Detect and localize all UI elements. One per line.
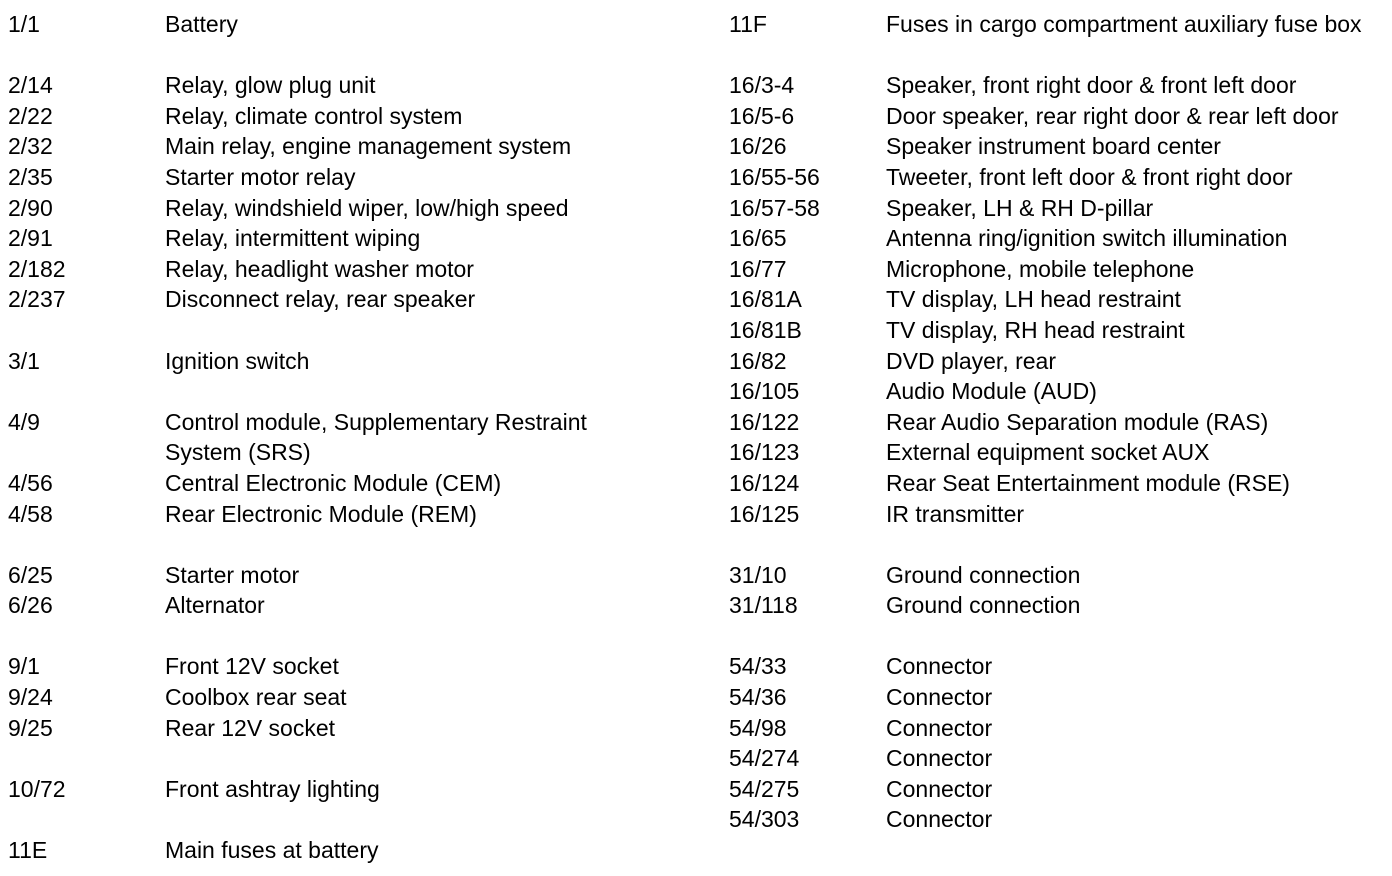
component-code: 2/14 [8,72,53,99]
component-row [729,376,1389,407]
component-row [729,193,1389,224]
component-description: Alternator [165,592,265,619]
component-code: 2/237 [8,286,66,313]
component-row [8,162,708,193]
component-description: Speaker, LH & RH D-pillar [886,194,1154,221]
component-code: 16/81A [729,286,802,313]
component-row [8,101,708,132]
component-code: 2/91 [8,225,53,252]
component-code: 16/26 [729,133,787,160]
component-description: Speaker, front right door & front left door [886,72,1297,99]
component-row [8,468,708,499]
component-row [729,254,1389,285]
component-code: 16/65 [729,225,787,252]
component-row [729,162,1389,193]
component-code: 16/122 [729,408,800,435]
component-code: 4/9 [8,408,40,435]
component-row [729,743,1389,774]
component-row [729,804,1389,835]
component-description: Main fuses at battery [165,837,379,864]
component-description: Connector [886,745,993,772]
component-description: Tweeter, front left door & front right door [886,163,1293,190]
component-code: 11F [729,11,767,37]
component-code: 31/10 [729,561,787,588]
component-code: 2/22 [8,102,53,129]
spacer-row [8,804,708,835]
component-description: Audio Module (AUD) [886,378,1097,405]
component-code: 16/55-56 [729,163,820,190]
component-description: Relay, glow plug unit [165,72,376,99]
component-row [8,131,708,162]
component-code: 16/82 [729,347,787,374]
component-code: 16/3-4 [729,72,795,99]
component-row [729,437,1389,468]
component-row [729,70,1389,101]
right-column [729,9,1389,835]
component-code: 2/35 [8,163,53,190]
component-description: Connector [886,684,993,711]
component-description: Rear Seat Entertainment module (RSE) [886,469,1290,496]
component-row [729,315,1389,346]
component-description: TV display, RH head restraint [886,316,1185,343]
spacer-row [8,743,708,774]
component-description: Relay, climate control system [165,102,463,129]
component-row [8,682,708,713]
component-description: Main relay, engine management system [165,133,572,160]
component-row [8,774,708,805]
component-code: 4/58 [8,500,53,527]
component-description: Ignition switch [165,347,310,374]
component-description: Relay, headlight washer motor [165,255,474,282]
spacer-row [8,376,708,407]
component-code: 16/77 [729,255,787,282]
component-code: 54/275 [729,775,800,802]
component-description: Central Electronic Module (CEM) [165,469,502,496]
component-description: Starter motor relay [165,163,356,190]
component-code: 16/123 [729,439,800,466]
component-row [8,284,708,315]
component-code: 54/33 [729,653,787,680]
component-description: Front ashtray lighting [165,775,380,802]
component-code: 16/81B [729,316,802,343]
component-row [729,713,1389,744]
component-description: Speaker instrument board center [886,133,1221,160]
component-row [729,560,1389,591]
component-row [729,101,1389,132]
component-code: 6/25 [8,561,53,588]
component-row [729,651,1389,682]
component-code: 2/90 [8,194,53,221]
spacer-row [8,315,708,346]
component-description: Control module, Supplementary Restraint System (SRS) [165,408,587,466]
component-row [8,713,708,744]
component-code: 16/5-6 [729,102,795,129]
component-description: Antenna ring/ignition switch illumination [886,225,1288,252]
component-description: Fuses in cargo compartment auxiliary fuse box [886,11,1362,37]
component-row [729,9,1389,40]
component-row [8,590,708,621]
component-description: Relay, intermittent wiping [165,225,421,252]
component-description: DVD player, rear [886,347,1057,374]
component-description: Door speaker, rear right door & rear left door [886,102,1339,129]
component-description: External equipment socket AUX [886,439,1210,466]
component-description: Connector [886,714,993,741]
component-description: Rear Audio Separation module (RAS) [886,408,1269,435]
spacer-row [729,621,1389,652]
component-row [729,346,1389,377]
spacer-row [8,621,708,652]
component-row [729,284,1389,315]
component-code: 9/25 [8,714,53,741]
spacer-row [729,40,1389,71]
component-description: Connector [886,653,993,680]
component-row [729,468,1389,499]
component-code: 54/303 [729,806,800,833]
component-description: IR transmitter [886,500,1025,527]
component-code: 2/32 [8,133,53,160]
component-row [8,499,708,530]
component-code: 11E [8,837,48,864]
component-row [8,223,708,254]
component-row [729,774,1389,805]
spacer-row [729,529,1389,560]
component-row [8,346,708,377]
component-code: 10/72 [8,775,66,802]
component-code: 16/125 [729,500,800,527]
component-code: 54/274 [729,745,800,772]
component-row [729,131,1389,162]
spacer-row [8,40,708,71]
component-code: 16/57-58 [729,194,820,221]
component-code: 16/105 [729,378,800,405]
component-row [729,682,1389,713]
component-row [729,590,1389,621]
component-code: 3/1 [8,347,40,374]
component-description: Coolbox rear seat [165,684,347,711]
component-description: Microphone, mobile telephone [886,255,1195,282]
component-row [729,407,1389,438]
left-column [8,9,708,866]
spacer-row [8,529,708,560]
component-description: Relay, windshield wiper, low/high speed [165,194,569,221]
component-row [8,193,708,224]
component-description: Battery [165,11,238,37]
component-description: Connector [886,806,993,833]
component-row [8,651,708,682]
component-row [729,223,1389,254]
component-description: Starter motor [165,561,300,588]
component-description: Connector [886,775,993,802]
component-code: 16/124 [729,469,800,496]
component-code: 31/118 [729,592,798,619]
component-description: Ground connection [886,592,1081,619]
component-description: TV display, LH head restraint [886,286,1181,313]
component-description: Ground connection [886,561,1081,588]
component-code: 54/98 [729,714,787,741]
component-code: 2/182 [8,255,66,282]
component-code: 54/36 [729,684,787,711]
component-description: Front 12V socket [165,653,339,680]
component-description: Rear Electronic Module (REM) [165,500,477,527]
component-row [8,9,708,40]
component-row [8,70,708,101]
component-code: 1/1 [8,11,40,37]
component-row [8,407,708,468]
component-row [8,254,708,285]
component-code: 9/24 [8,684,53,711]
component-row [8,560,708,591]
component-code: 4/56 [8,469,53,496]
component-description: Disconnect relay, rear speaker [165,286,476,313]
component-row [729,499,1389,530]
component-row [8,835,708,866]
component-code: 9/1 [8,653,40,680]
component-code: 6/26 [8,592,53,619]
component-description: Rear 12V socket [165,714,336,741]
